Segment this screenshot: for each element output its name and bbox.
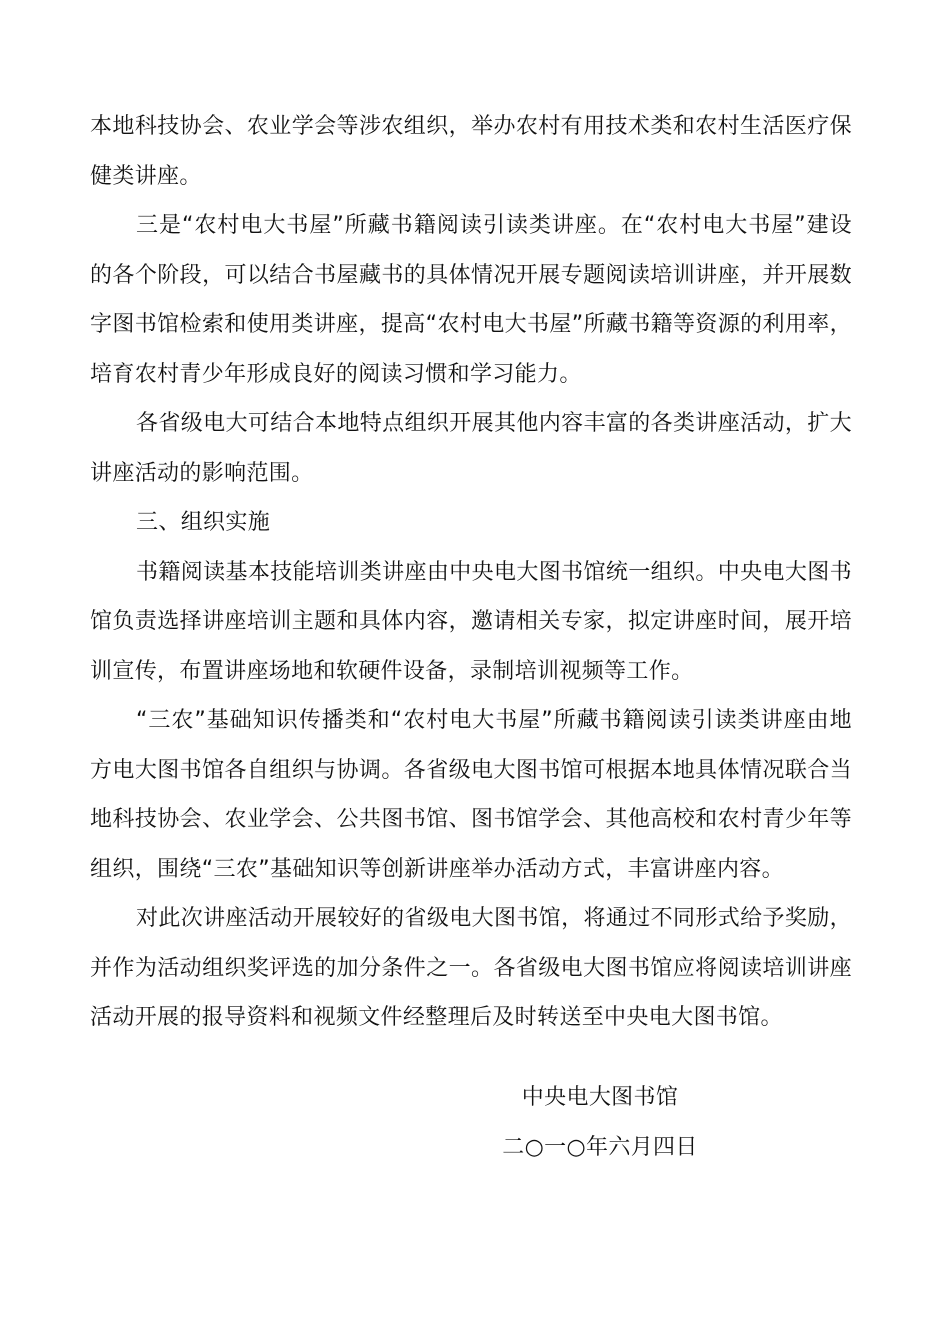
paragraph-central-organization: 书籍阅读基本技能培训类讲座由中央电大图书馆统一组织。中央电大图书馆负责选择讲座培训主题和具体内容，邀请相关专家，拟定讲座时间，展开培训宣传，布置讲座场地和软硬件设备，录制培训视频等工作。	[90, 559, 852, 684]
paragraph-rewards: 对此次讲座活动开展较好的省级电大图书馆，将通过不同形式给予奖励，并作为活动组织奖评选的加分条件之一。各省级电大图书馆应将阅读培训讲座活动开展的报导资料和视频文件经整理后及时转送至中央电大图书馆。	[90, 906, 852, 1030]
document-body	[90, 102, 852, 1043]
paragraph-other-lectures: 各省级电大可结合本地特点组织开展其他内容丰富的各类讲座活动，扩大讲座活动的影响范围。	[90, 411, 852, 486]
paragraph-local-organization: “三农”基础知识传播类和“农村电大书屋”所藏书籍阅读引读类讲座由地方电大图书馆各自组织与协调。各省级电大图书馆可根据本地具体情况联合当地科技协会、农业学会、公共图书馆、图书馆学会、其他高校和农村青少年等组织，围绕“三农”基础知识等创新讲座举办活动方式，丰富讲座内容。	[90, 708, 852, 882]
signature-organization: 中央电大图书馆	[521, 1085, 679, 1110]
signature-date: 二○一○年六月四日	[502, 1134, 698, 1160]
paragraph-continuation: 本地科技协会、农业学会等涉农组织，举办农村有用技术类和农村生活医疗保健类讲座。	[90, 114, 852, 189]
section-heading-implementation: 三、组织实施	[136, 510, 271, 535]
paragraph-reading-lectures: 三是“农村电大书屋”所藏书籍阅读引读类讲座。在“农村电大书屋”建设的各个阶段，可以结合书屋藏书的具体情况开展专题阅读培训讲座，并开展数字图书馆检索和使用类讲座，提高“农村电大书屋”所藏书籍等资源的利用率，培育农村青少年形成良好的阅读习惯和学习能力。	[90, 213, 852, 387]
signature-block	[480, 1073, 720, 1172]
